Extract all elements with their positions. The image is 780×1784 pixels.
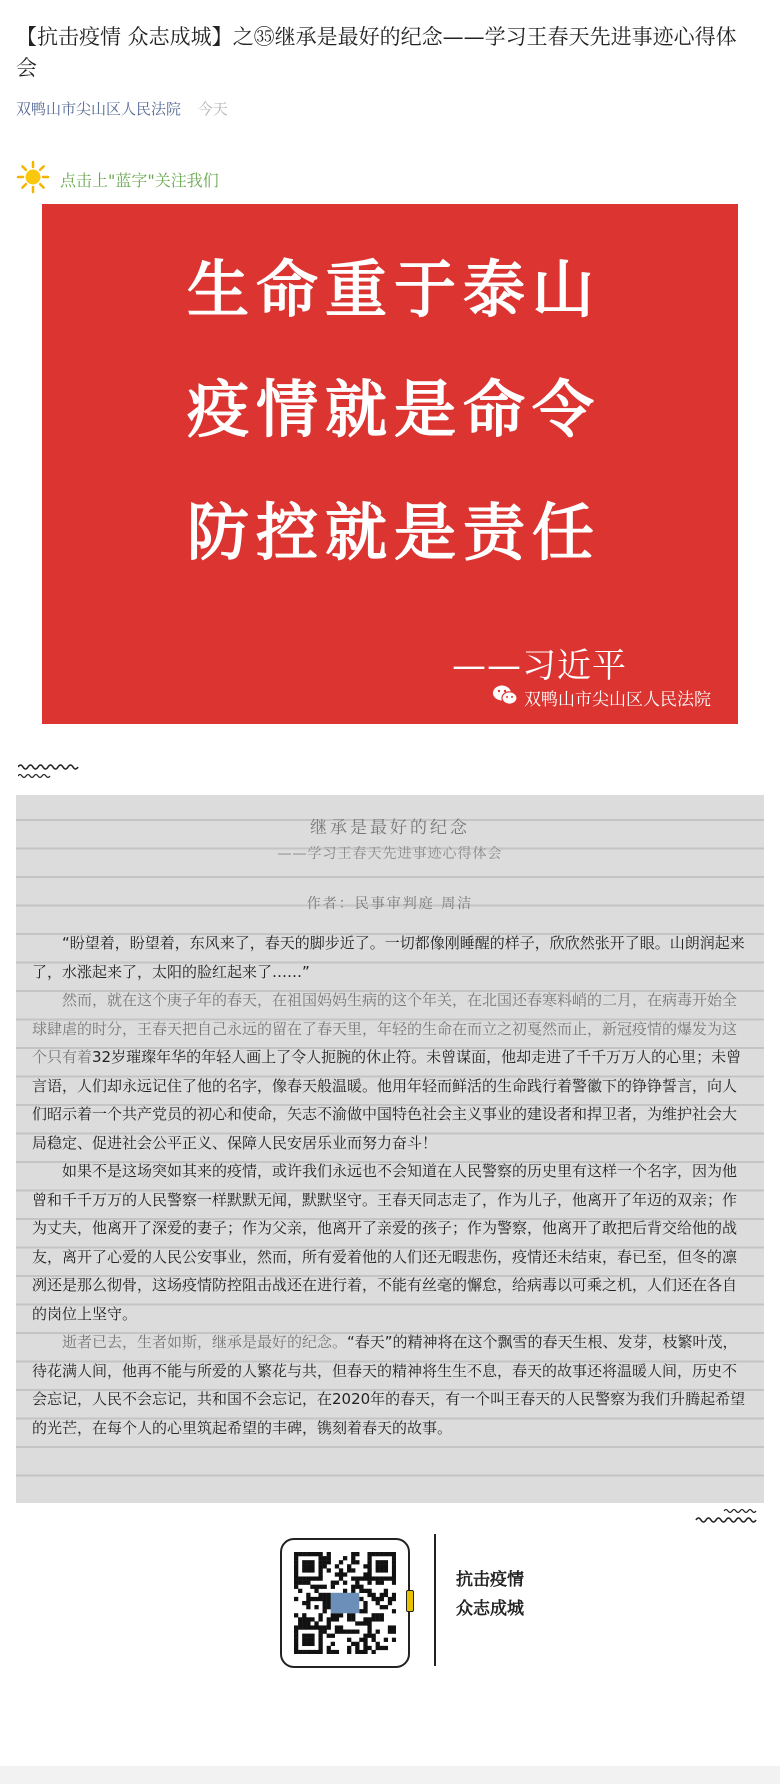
qr-card-tab	[406, 1590, 414, 1612]
paragraph-2	[32, 986, 748, 1157]
footer-slogan-line-1: 抗击疫情	[456, 1570, 524, 1590]
wave-divider-bottom	[694, 1506, 758, 1526]
paper-body	[32, 929, 748, 1442]
paragraph-4-main: “春天”的精神将在这个飘雪的春天生根、发芽，枝繁叶茂，待花满人间，他再不能与所爱的人繁花与共，但春天的精神将生生不息，春天的故事还将温暖人间，历史不会忘记，人民不会忘记，共和国不会忘记，在2020年的春天，有一个叫王春天的人民警察为我们升腾起希望的光芒，在每个人的心里筑起希望的丰碑，镌刻着春天的故事。	[32, 1333, 746, 1437]
follow-hint	[16, 160, 219, 198]
sun-icon	[16, 160, 50, 198]
slogan-line-3: 防控就是责任	[187, 496, 602, 569]
banner-watermark-text: 双鸭山市尖山区人民法院	[524, 690, 711, 710]
article-title: 【抗击疫情 众志成城】之㉟继承是最好的纪念——学习王春天先进事迹心得体会	[16, 25, 737, 80]
paragraph-4-faded: 逝者已去，生者如斯，继承是最好的纪念。	[62, 1333, 348, 1351]
footer-slogan	[456, 1566, 524, 1624]
paper-subtitle: ——学习王春天先进事迹心得体会	[277, 846, 503, 862]
paper-title: 继承是最好的纪念	[310, 818, 470, 838]
qr-code-icon	[294, 1552, 396, 1658]
article-paper	[16, 795, 764, 1503]
paper-author: 作者：民事审判庭 周洁	[306, 896, 474, 912]
article-meta	[16, 98, 228, 119]
paragraph-1: “盼望着，盼望着，东风来了，春天的脚步近了。一切都像刚睡醒的样子，欣欣然张开了眼。山朗润起来了，水涨起来了，太阳的脸红起来了……”	[32, 934, 745, 981]
slogan-banner	[42, 204, 738, 724]
wave-divider-top	[18, 762, 80, 782]
qr-code-card[interactable]	[280, 1538, 410, 1668]
account-name-link[interactable]: 双鸭山市尖山区人民法院	[16, 100, 182, 118]
paragraph-2-faded: 然而，就在这个庚子年的春天，在祖国妈妈生病的这个年关，在北国还春寒料峭的二月，在病毒开始全球肆虐的时分，王春天把自己永远的留在了春天里，年轻的生命在而立之初戛然而止，新冠疫情的爆发为这个只有着	[32, 991, 738, 1066]
page-footer-bar	[0, 1766, 780, 1784]
paragraph-2-main: 32岁璀璨年华的年轻人画上了令人扼腕的休止符。未曾谋面，他却走进了千千万万人的心里；未曾言语，人们却永远记住了他的名字，像春天般温暖。他用年轻而鲜活的生命践行着警徽下的铮铮誓言，向人们昭示着一个共产党员的初心和使命，矢志不渝做中国特色社会主义事业的建设者和捍卫者，为维护社会大局稳定、促进社会公平正义、保障人民安居乐业而努力奋斗！	[32, 1048, 742, 1152]
paragraph-4	[32, 1328, 748, 1442]
footer-slogan-line-2: 众志成城	[456, 1599, 524, 1619]
slogan-signature: ——习近平	[452, 646, 627, 686]
paragraph-3: 如果不是这场突如其来的疫情，或许我们永远也不会知道在人民警察的历史里有这样一个名字，因为他曾和千千万万的人民警察一样默默无闻，默默坚守。王春天同志走了，作为儿子，他离开了年迈的双亲；作为丈夫，他离开了深爱的妻子；作为父亲，他离开了亲爱的孩子；作为警察，他离开了敢把后背交给他的战友，离开了心爱的人民公安事业，然而，所有爱着他的人们还无暇悲伤，疫情还未结束，春已至，但冬的凛冽还是那么彻骨，这场疫情防控阻击战还在进行着，不能有丝毫的懈怠，给病毒以可乘之机，人们还在各自的岗位上坚守。	[32, 1162, 738, 1323]
slogan-line-1: 生命重于泰山	[187, 253, 602, 326]
slogan-line-2: 疫情就是命令	[187, 373, 602, 446]
follow-hint-text[interactable]: 点击上"蓝字"关注我们	[60, 170, 219, 190]
wechat-icon	[492, 684, 524, 711]
banner-watermark	[492, 684, 711, 711]
publish-date: 今天	[197, 100, 228, 118]
footer-divider-line	[434, 1534, 436, 1666]
